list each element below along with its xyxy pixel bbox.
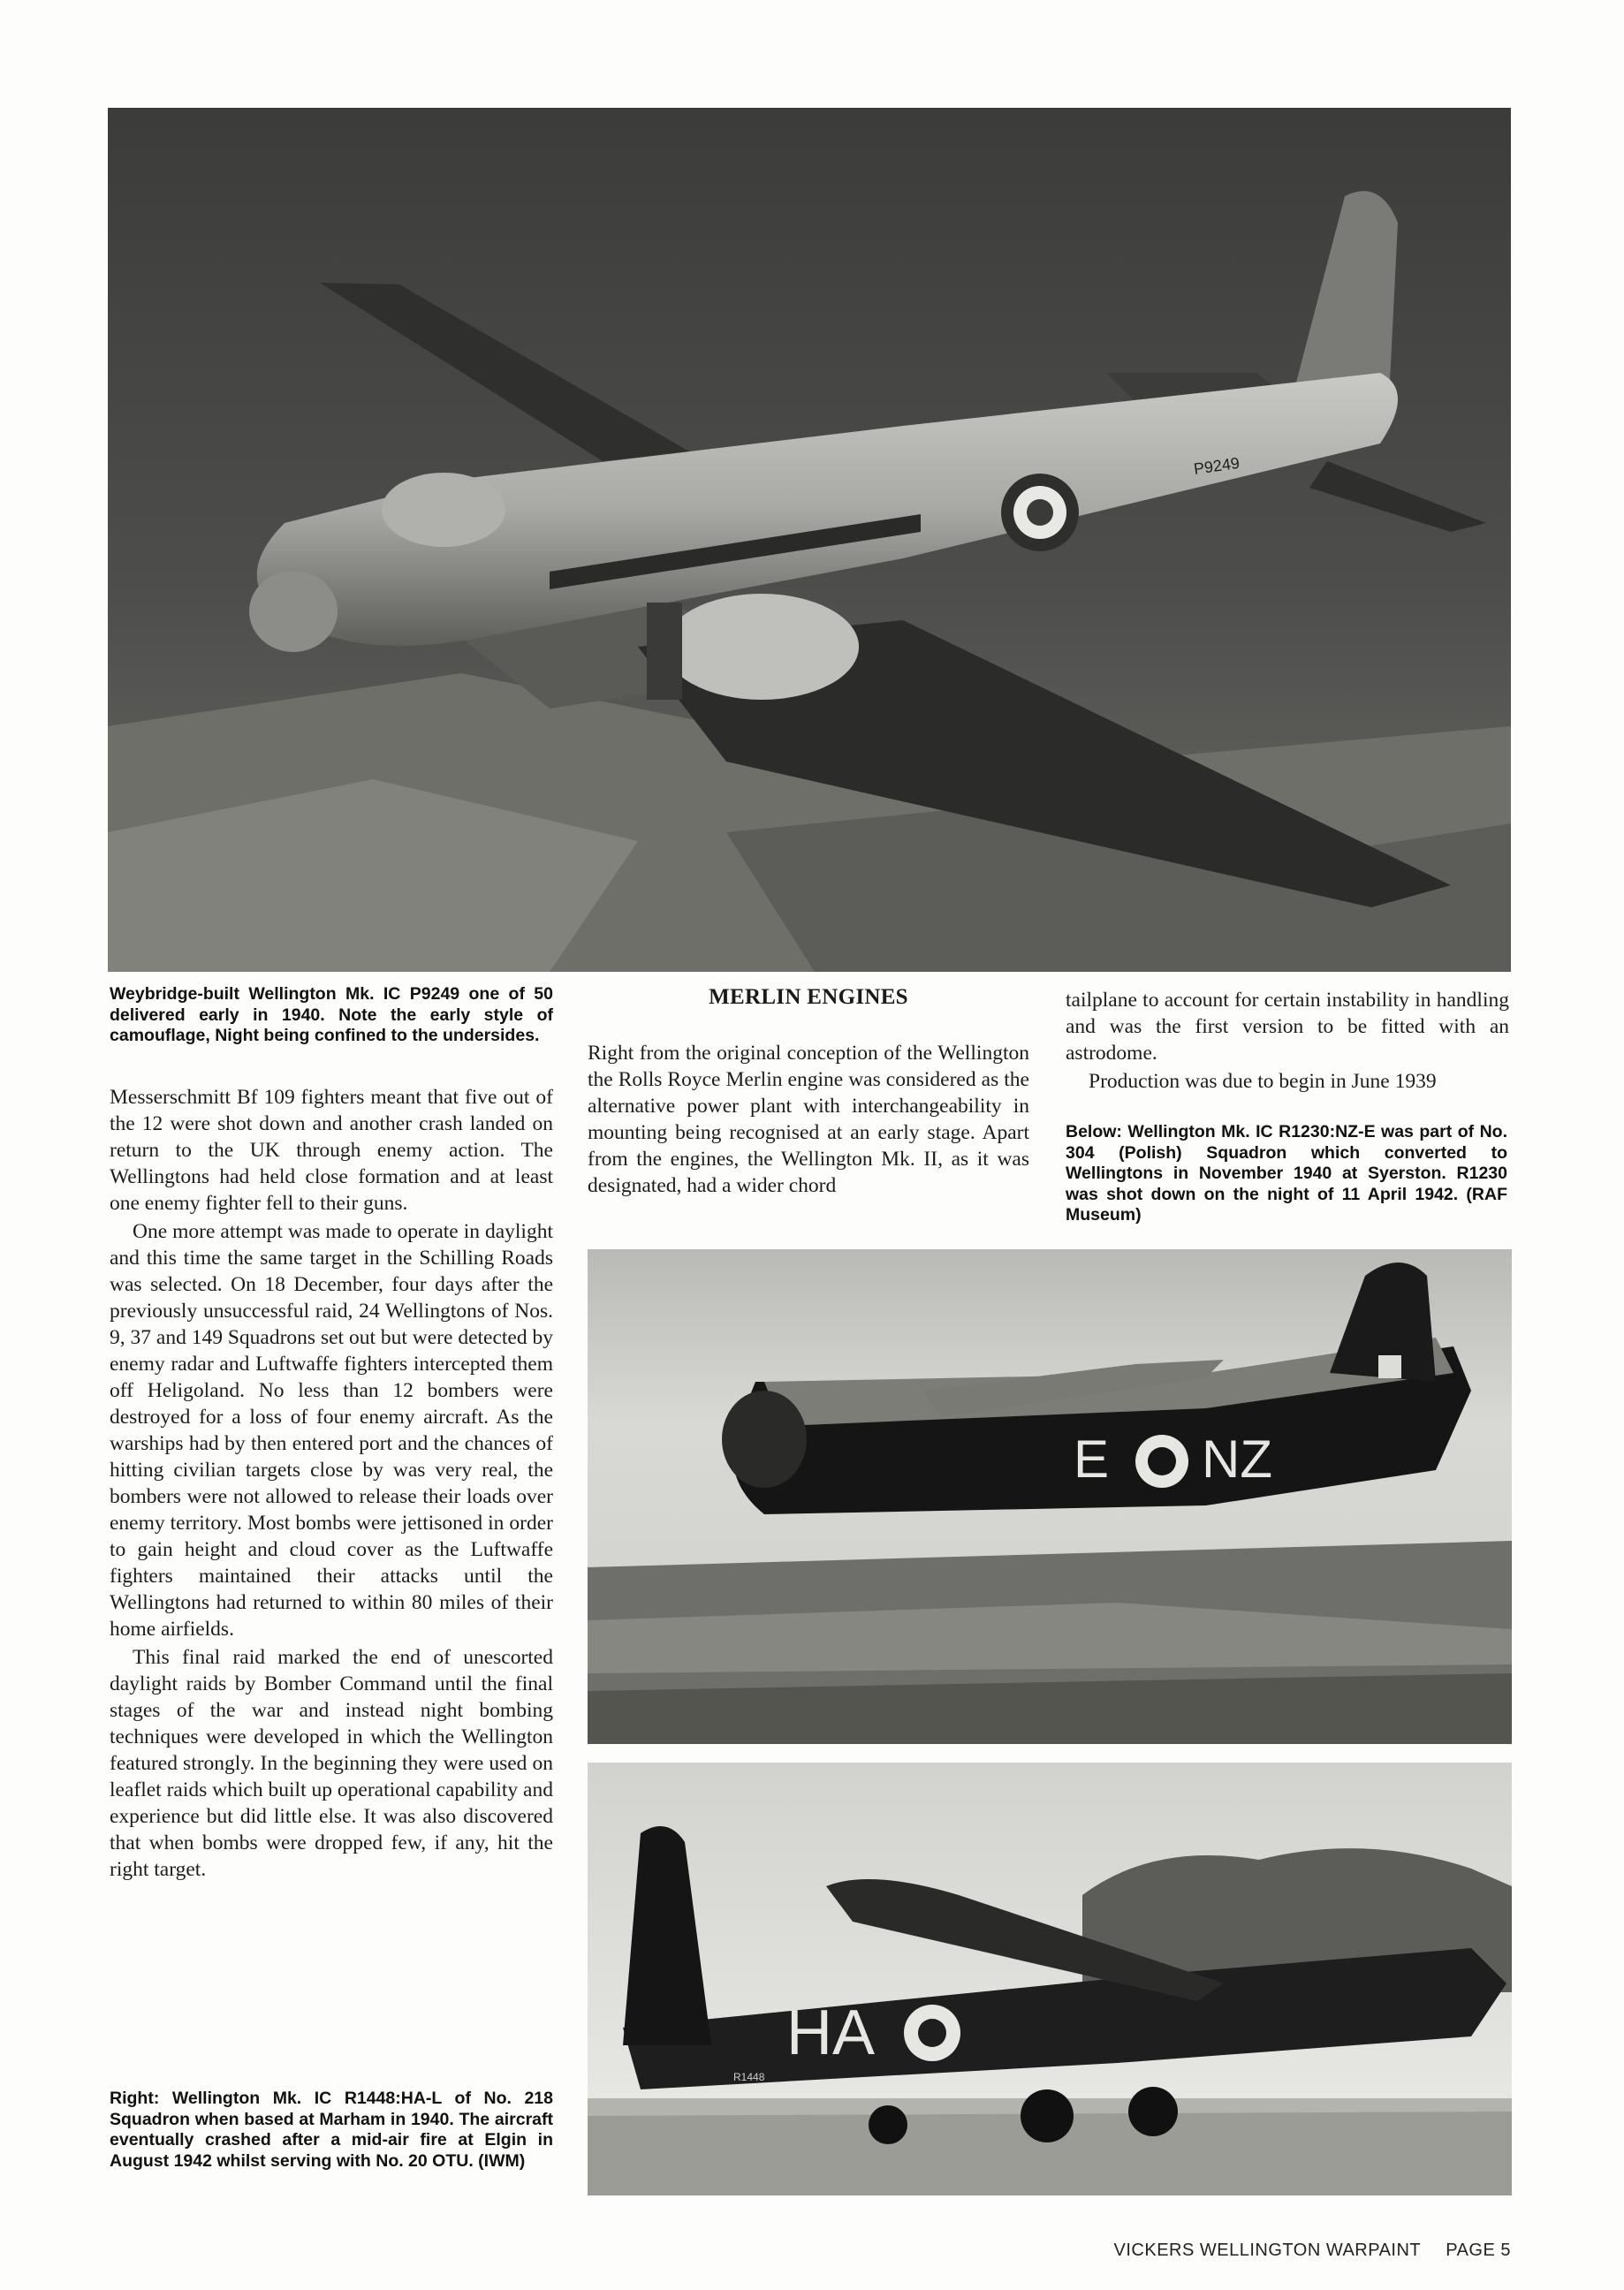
photo-wellington-r1448 — [588, 1763, 1512, 2195]
photo-wellington-r1230 — [588, 1249, 1512, 1744]
column-2-text — [588, 1040, 1029, 1201]
publication-title: VICKERS WELLINGTON WARPAINT — [1113, 2241, 1422, 2260]
paragraph: This final raid marked the end of unescorted daylight raids by Bomber Command until the final stages of the war and instead night bombing techniques were developed in which the Wellington featured strongly. In the beginning they were used on leaflet raids which built up operational capability and experience but did little else. It was also discovered that when bombs were dropped few, if any, hit the right target. — [110, 1646, 553, 1881]
paragraph: Production was due to begin in June 1939 — [1089, 1070, 1437, 1093]
column-3-text — [1066, 987, 1509, 1096]
caption-photo-top: Weybridge-built Wellington Mk. IC P9249 one of 50 delivered early in 1940. Note the early style of camouflage, Night being confined to the undersides. — [110, 984, 553, 1045]
paragraph: Messerschmitt Bf 109 fighters meant that five out of the 12 were shot down and another crash landed on return to the UK through enemy action. The Wellingtons had held close formation and at least one enemy fighter fell to their guns. — [110, 1086, 553, 1215]
section-heading-merlin-engines: MERLIN ENGINES — [709, 985, 908, 1009]
page-number: PAGE 5 — [1446, 2241, 1511, 2260]
photo-code-letter-e: E — [1074, 1429, 1110, 1489]
photo-serial-p9249: P9249 — [1192, 453, 1241, 478]
paragraph: Right from the original conception of the Wellington the Rolls Royce Merlin engine was considered as the alternative power plant with interchangeability in mounting being recognised at an early stage. Apart from the engines, the Wellington Mk. II, as it was designated, had a wider chord — [588, 1042, 1029, 1197]
photo-code-letters-nz: NZ — [1202, 1429, 1272, 1489]
column-1-text — [110, 1084, 553, 1884]
caption-photo-middle: Below: Wellington Mk. IC R1230:NZ-E was part of No. 304 (Polish) Squadron which converted to Wellingtons in November 1940 at Syerston. R1230 was shot down on the night of 11 April 1942. (RAF Museum) — [1066, 1122, 1507, 1225]
paragraph: tailplane to account for certain instability in handling and was the first version to be fitted with an astrodome. — [1066, 989, 1509, 1065]
aircraft-photo-bottom — [588, 1763, 1512, 2195]
photo-code-letters-ha: HA — [786, 1998, 876, 2068]
page-footer — [1114, 2241, 1511, 2261]
aircraft-photo-middle — [588, 1249, 1512, 1744]
caption-photo-bottom: Right: Wellington Mk. IC R1448:HA-L of No. 218 Squadron when based at Marham in 1940. The aircraft eventually crashed after a mid-air fire at Elgin in August 1942 whilst serving with No. 20 OTU. (IWM) — [110, 2089, 553, 2171]
paragraph: One more attempt was made to operate in daylight and this time the same target in the Schilling Roads was selected. On 18 December, four days after the previously unsuccessful raid, 24 Wellingtons of Nos. 9, 37 and 149 Squadrons set out but were detected by enemy radar and Luftwaffe fighters intercepted them off Heligoland. No less than 12 bombers were destroyed for a loss of four enemy aircraft. As the warships had by then entered port and the chances of hitting civilian targets close by was very real, the bombers were not allowed to release their loads over enemy territory. Most bombs were jettisoned in order to gain height and cloud cover as the Luftwaffe fighters maintained their attacks until the Wellingtons had returned to within 80 miles of their home airfields. — [110, 1220, 553, 1641]
photo-wellington-p9249 — [108, 108, 1511, 972]
aircraft-photo-top — [108, 108, 1511, 972]
photo-serial-r1448: R1448 — [733, 2071, 765, 2083]
